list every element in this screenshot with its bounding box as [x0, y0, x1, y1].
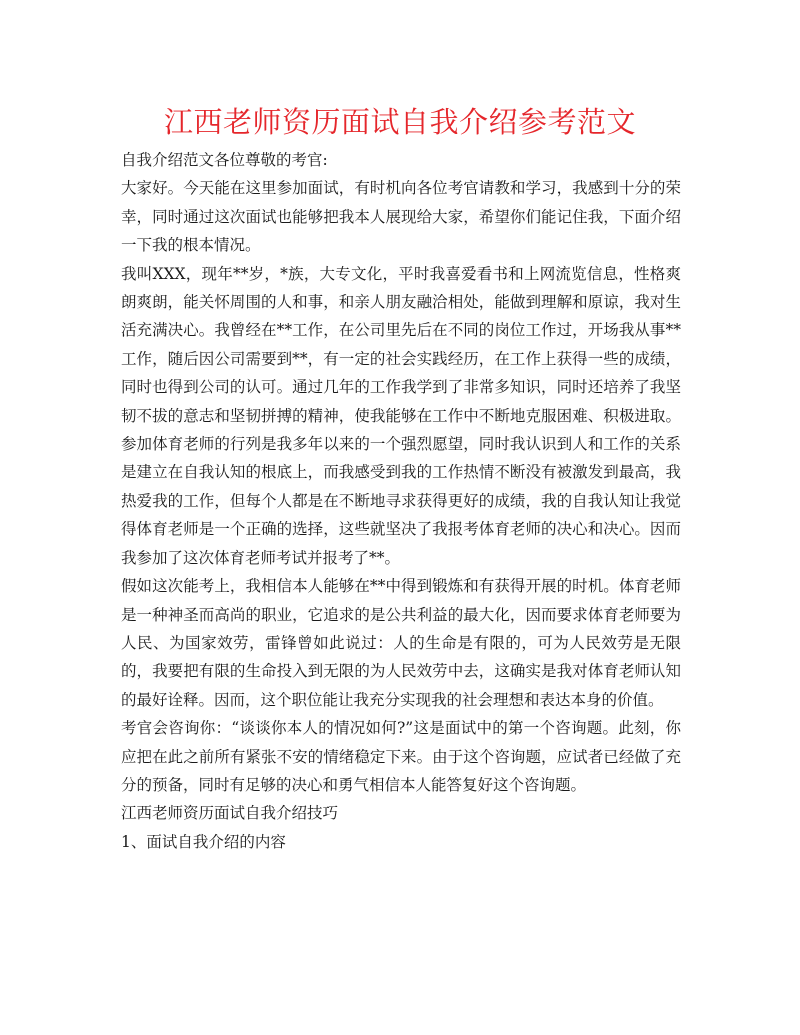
subsection-heading: 1、面试自我介绍的内容 — [121, 832, 286, 851]
greeting-line: 自我介绍范文各位尊敬的考官: — [121, 151, 328, 169]
paragraph-aspiration: 假如这次能考上，我相信本人能够在**中得到锻炼和有获得开展的时机。体育老师是一种神圣而高尚的职业，它追求的是公共利益的最大化，因而要求体育老师要为人民、为国家效劳，雷锋曾如此说过：人的生命是有限的，可为人民效劳是无限的，我要把有限的生命投入到无限的为人民效劳中去，这确实是我对体育老师认知的最好诠释。因而，这个职位能让我充分实现我的社会理想和表达本身的价值。 — [121, 577, 681, 709]
document-body — [121, 146, 681, 856]
paragraph-background: 我叫XXX，现年**岁，*族，大专文化，平时我喜爱看书和上网流览信息，性格爽朗爽朗，能关怀周围的人和事，和亲人朋友融洽相处，能做到理解和原谅，我对生活充满决心。我曾经在**工作，在公司里先后在不同的岗位工作过，开场我从事**工作，随后因公司需要到**，有一定的社会实践经历，在工作上获得一些的成绩，同时也得到公司的认可。通过几年的工作我学到了非常多知识，同时还培养了我坚韧不拔的意志和坚韧拼搏的精神，使我能够在工作中不断地克服困难、积极进取。参加体育老师的行列是我多年以来的一个强烈愿望，同时我认识到人和工作的关系是建立在自我认知的根底上，而我感受到我的工作热情不断没有被激发到最高，我热爱我的工作，但每个人都是在不断地寻求获得更好的成绩，我的自我认知让我觉得体育老师是一个正确的选择，这些就坚决了我报考体育老师的决心和决心。因而我参加了这次体育老师考试并报考了**。 — [121, 264, 681, 567]
paragraph-opening: 大家好。今天能在这里参加面试，有时机向各位考官请教和学习，我感到十分的荣幸，同时通过这次面试也能够把我本人展现给大家，希望你们能记住我，下面介绍一下我的根本情况。 — [121, 179, 681, 255]
paragraph-interview-question: 考官会咨询你：“谈谈你本人的情况如何?”这是面试中的第一个咨询题。此刻，你应把在此之前所有紧张不安的情绪稳定下来。由于这个咨询题，应试者已经做了充分的预备，同时有足够的决心和勇气相信本人能答复好这个咨询题。 — [121, 719, 681, 794]
document-title: 江西老师资历面试自我介绍参考范文 — [163, 105, 636, 139]
section-heading: 江西老师资历面试自我介绍技巧 — [121, 804, 339, 823]
